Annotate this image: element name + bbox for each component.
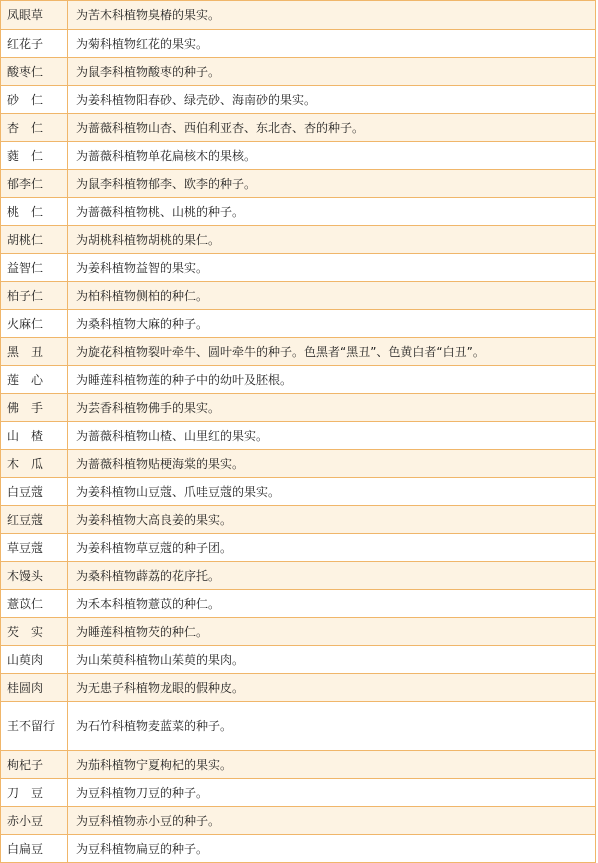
herb-name: 山萸肉: [1, 646, 68, 674]
herb-name: 黑 丑: [1, 338, 68, 366]
herb-name: 木馒头: [1, 562, 68, 590]
table-row: [1, 86, 596, 114]
table-row: [1, 282, 596, 310]
herb-name: 薏苡仁: [1, 590, 68, 618]
herb-description: 为姜科植物益智的果实。: [68, 254, 596, 282]
table-row: [1, 30, 596, 58]
herb-description: 为豆科植物赤小豆的种子。: [68, 807, 596, 835]
herb-name: 火麻仁: [1, 310, 68, 338]
herb-description: 为旋花科植物裂叶牵牛、圆叶牵牛的种子。色黑者“黑丑”、色黄白者“白丑”。: [68, 338, 596, 366]
herb-name: 红花子: [1, 30, 68, 58]
table-row: [1, 562, 596, 590]
herb-name: 杏 仁: [1, 114, 68, 142]
table-row: [1, 702, 596, 751]
herb-description: 为蔷薇科植物桃、山桃的种子。: [68, 198, 596, 226]
table-row: [1, 478, 596, 506]
table-row: [1, 170, 596, 198]
table-row: [1, 807, 596, 835]
table-row: [1, 618, 596, 646]
herb-description: 为菊科植物红花的果实。: [68, 30, 596, 58]
table-row: [1, 534, 596, 562]
herb-name: 蕤 仁: [1, 142, 68, 170]
herb-description: 为蔷薇科植物山楂、山里红的果实。: [68, 422, 596, 450]
table-row: [1, 198, 596, 226]
herb-description: 为无患子科植物龙眼的假种皮。: [68, 674, 596, 702]
table-row: [1, 751, 596, 779]
herb-name: 山 楂: [1, 422, 68, 450]
herb-name: 草豆蔻: [1, 534, 68, 562]
herb-description: 为茄科植物宁夏枸杞的果实。: [68, 751, 596, 779]
herb-name: 枸杞子: [1, 751, 68, 779]
herb-description: 为蔷薇科植物单花扁核木的果核。: [68, 142, 596, 170]
herb-name: 凤眼草: [1, 1, 68, 30]
herb-table-body: [1, 1, 596, 863]
herb-description: 为芸香科植物佛手的果实。: [68, 394, 596, 422]
herb-name: 胡桃仁: [1, 226, 68, 254]
table-row: [1, 338, 596, 366]
table-row: [1, 1, 596, 30]
herb-name: 柏子仁: [1, 282, 68, 310]
table-row: [1, 394, 596, 422]
table-row: [1, 590, 596, 618]
herb-description: 为鼠李科植物郁李、欧李的种子。: [68, 170, 596, 198]
herb-name: 桂圆肉: [1, 674, 68, 702]
table-row: [1, 142, 596, 170]
herb-description: 为姜科植物草豆蔻的种子团。: [68, 534, 596, 562]
table-row: [1, 674, 596, 702]
table-row: [1, 254, 596, 282]
table-row: [1, 450, 596, 478]
herb-name: 王不留行: [1, 702, 68, 751]
herb-name: 佛 手: [1, 394, 68, 422]
herb-description: 为苦木科植物臭椿的果实。: [68, 1, 596, 30]
table-row: [1, 646, 596, 674]
herb-description: 为睡莲科植物莲的种子中的幼叶及胚根。: [68, 366, 596, 394]
herb-name: 木 瓜: [1, 450, 68, 478]
herb-description: 为蔷薇科植物山杏、西伯利亚杏、东北杏、杏的种子。: [68, 114, 596, 142]
herb-name: 桃 仁: [1, 198, 68, 226]
herb-name: 赤小豆: [1, 807, 68, 835]
table-row: [1, 310, 596, 338]
table-row: [1, 422, 596, 450]
herb-description: 为禾本科植物薏苡的种仁。: [68, 590, 596, 618]
herb-description: 为鼠李科植物酸枣的种子。: [68, 58, 596, 86]
herb-name: 莲 心: [1, 366, 68, 394]
herb-name: 红豆蔻: [1, 506, 68, 534]
table-row: [1, 114, 596, 142]
table-row: [1, 506, 596, 534]
table-row: [1, 779, 596, 807]
herb-description: 为胡桃科植物胡桃的果仁。: [68, 226, 596, 254]
herb-description: 为睡莲科植物芡的种仁。: [68, 618, 596, 646]
herb-name: 刀 豆: [1, 779, 68, 807]
herb-name: 芡 实: [1, 618, 68, 646]
herb-description: 为蔷薇科植物贴梗海棠的果实。: [68, 450, 596, 478]
herb-name: 酸枣仁: [1, 58, 68, 86]
herb-name: 益智仁: [1, 254, 68, 282]
table-row: [1, 58, 596, 86]
herb-description: 为石竹科植物麦蓝菜的种子。: [68, 702, 596, 751]
table-row: [1, 835, 596, 863]
herb-name: 白豆蔻: [1, 478, 68, 506]
herb-description: 为姜科植物大高良姜的果实。: [68, 506, 596, 534]
herb-description: 为柏科植物侧柏的种仁。: [68, 282, 596, 310]
herb-name: 郁李仁: [1, 170, 68, 198]
herb-name: 白扁豆: [1, 835, 68, 863]
table-row: [1, 226, 596, 254]
herb-description: 为姜科植物阳春砂、绿壳砂、海南砂的果实。: [68, 86, 596, 114]
herb-description: 为桑科植物薜荔的花序托。: [68, 562, 596, 590]
table-row: [1, 366, 596, 394]
herb-description: 为豆科植物刀豆的种子。: [68, 779, 596, 807]
herb-description: 为桑科植物大麻的种子。: [68, 310, 596, 338]
herb-description: 为姜科植物山豆蔻、爪哇豆蔻的果实。: [68, 478, 596, 506]
herb-description: 为山茱萸科植物山茱萸的果肉。: [68, 646, 596, 674]
herb-name: 砂 仁: [1, 86, 68, 114]
herb-description: 为豆科植物扁豆的种子。: [68, 835, 596, 863]
